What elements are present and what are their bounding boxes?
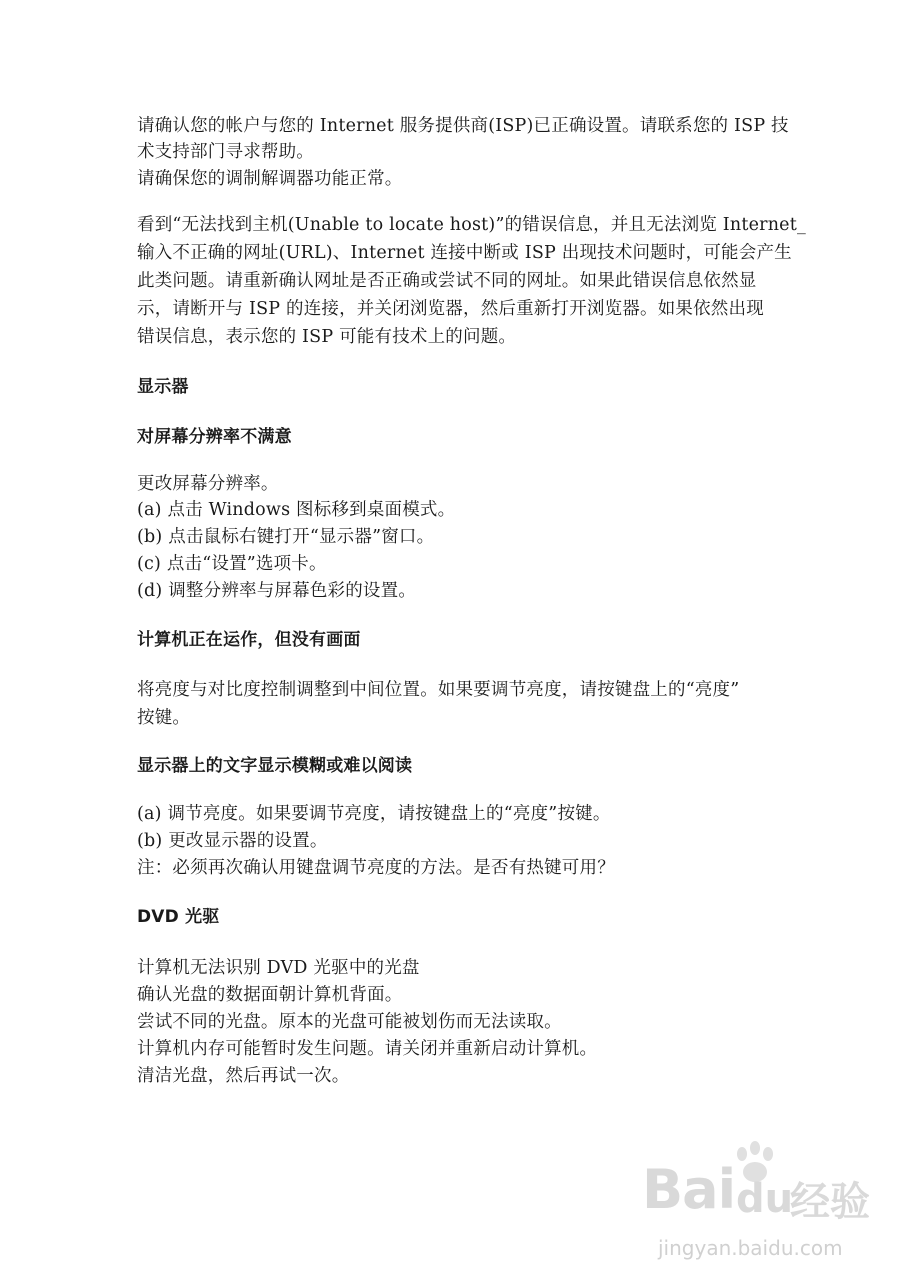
subsection-heading-resolution: 对屏幕分辨率不满意 xyxy=(137,427,292,447)
paragraph-line: 将亮度与对比度控制调整到中间位置。如果要调节亮度，请按键盘上的“亮度” xyxy=(137,680,740,700)
list-item: (a) 调节亮度。如果要调节亮度，请按键盘上的“亮度”按键。 xyxy=(137,804,611,824)
paragraph-line: 计算机内存可能暂时发生问题。请关闭并重新启动计算机。 xyxy=(137,1039,598,1059)
paragraph-line: 计算机无法识别 DVD 光驱中的光盘 xyxy=(137,958,420,978)
note-line: 注：必须再次确认用键盘调节亮度的方法。是否有热键可用？ xyxy=(137,858,615,878)
list-item: (b) 更改显示器的设置。 xyxy=(137,831,328,851)
paragraph-line: 请确认您的帐户与您的 Internet 服务提供商(ISP)已正确设置。请联系您的 ISP 技 xyxy=(137,116,789,136)
subsection-heading-no-image: 计算机正在运作，但没有画面 xyxy=(137,630,361,650)
paragraph-line: 按键。 xyxy=(137,708,191,728)
subsection-heading-blurry-text: 显示器上的文字显示模糊或难以阅读 xyxy=(137,756,413,776)
paragraph-line: 此类问题。请重新确认网址是否正确或尝试不同的网址。如果此错误信息依然显 xyxy=(137,271,757,291)
list-item: (a) 点击 Windows 图标移到桌面模式。 xyxy=(137,500,456,520)
list-item: (d) 调整分辨率与屏幕色彩的设置。 xyxy=(137,581,417,601)
paragraph-line: 清洁光盘，然后再试一次。 xyxy=(137,1066,350,1086)
watermark-url: jingyan.baidu.com xyxy=(658,1236,843,1260)
paragraph-line: 错误信息，表示您的 ISP 可能有技术上的问题。 xyxy=(137,327,517,347)
list-item: (b) 点击鼠标右键打开“显示器”窗口。 xyxy=(137,527,435,547)
paragraph-line: 输入不正确的网址(URL)、Internet 连接中断或 ISP 出现技术问题时，可能会产生 xyxy=(137,243,792,263)
paragraph-line: 看到“无法找到主机(Unable to locate host)”的错误信息，并且无法浏览 Internet_ xyxy=(137,215,806,235)
section-heading-dvd: DVD 光驱 xyxy=(137,907,220,927)
paragraph-line: 确认光盘的数据面朝计算机背面。 xyxy=(137,985,403,1005)
paragraph-line: 请确保您的调制解调器功能正常。 xyxy=(137,169,403,189)
paragraph-line: 尝试不同的光盘。原本的光盘可能被划伤而无法读取。 xyxy=(137,1012,562,1032)
paragraph-line: 示，请断开与 ISP 的连接，并关闭浏览器，然后重新打开浏览器。如果依然出现 xyxy=(137,299,764,319)
watermark-brand-latin-1: Bai xyxy=(642,1158,736,1221)
paragraph-line: 术支持部门寻求帮助。 xyxy=(137,142,314,162)
list-item: (c) 点击“设置”选项卡。 xyxy=(137,554,327,574)
section-heading-monitor: 显示器 xyxy=(137,377,189,397)
paragraph-line: 更改屏幕分辨率。 xyxy=(137,474,279,494)
watermark-brand-latin-2: du xyxy=(736,1176,794,1222)
watermark-brand-cn: 经验 xyxy=(790,1179,870,1225)
baidu-jingyan-watermark xyxy=(640,1140,880,1270)
